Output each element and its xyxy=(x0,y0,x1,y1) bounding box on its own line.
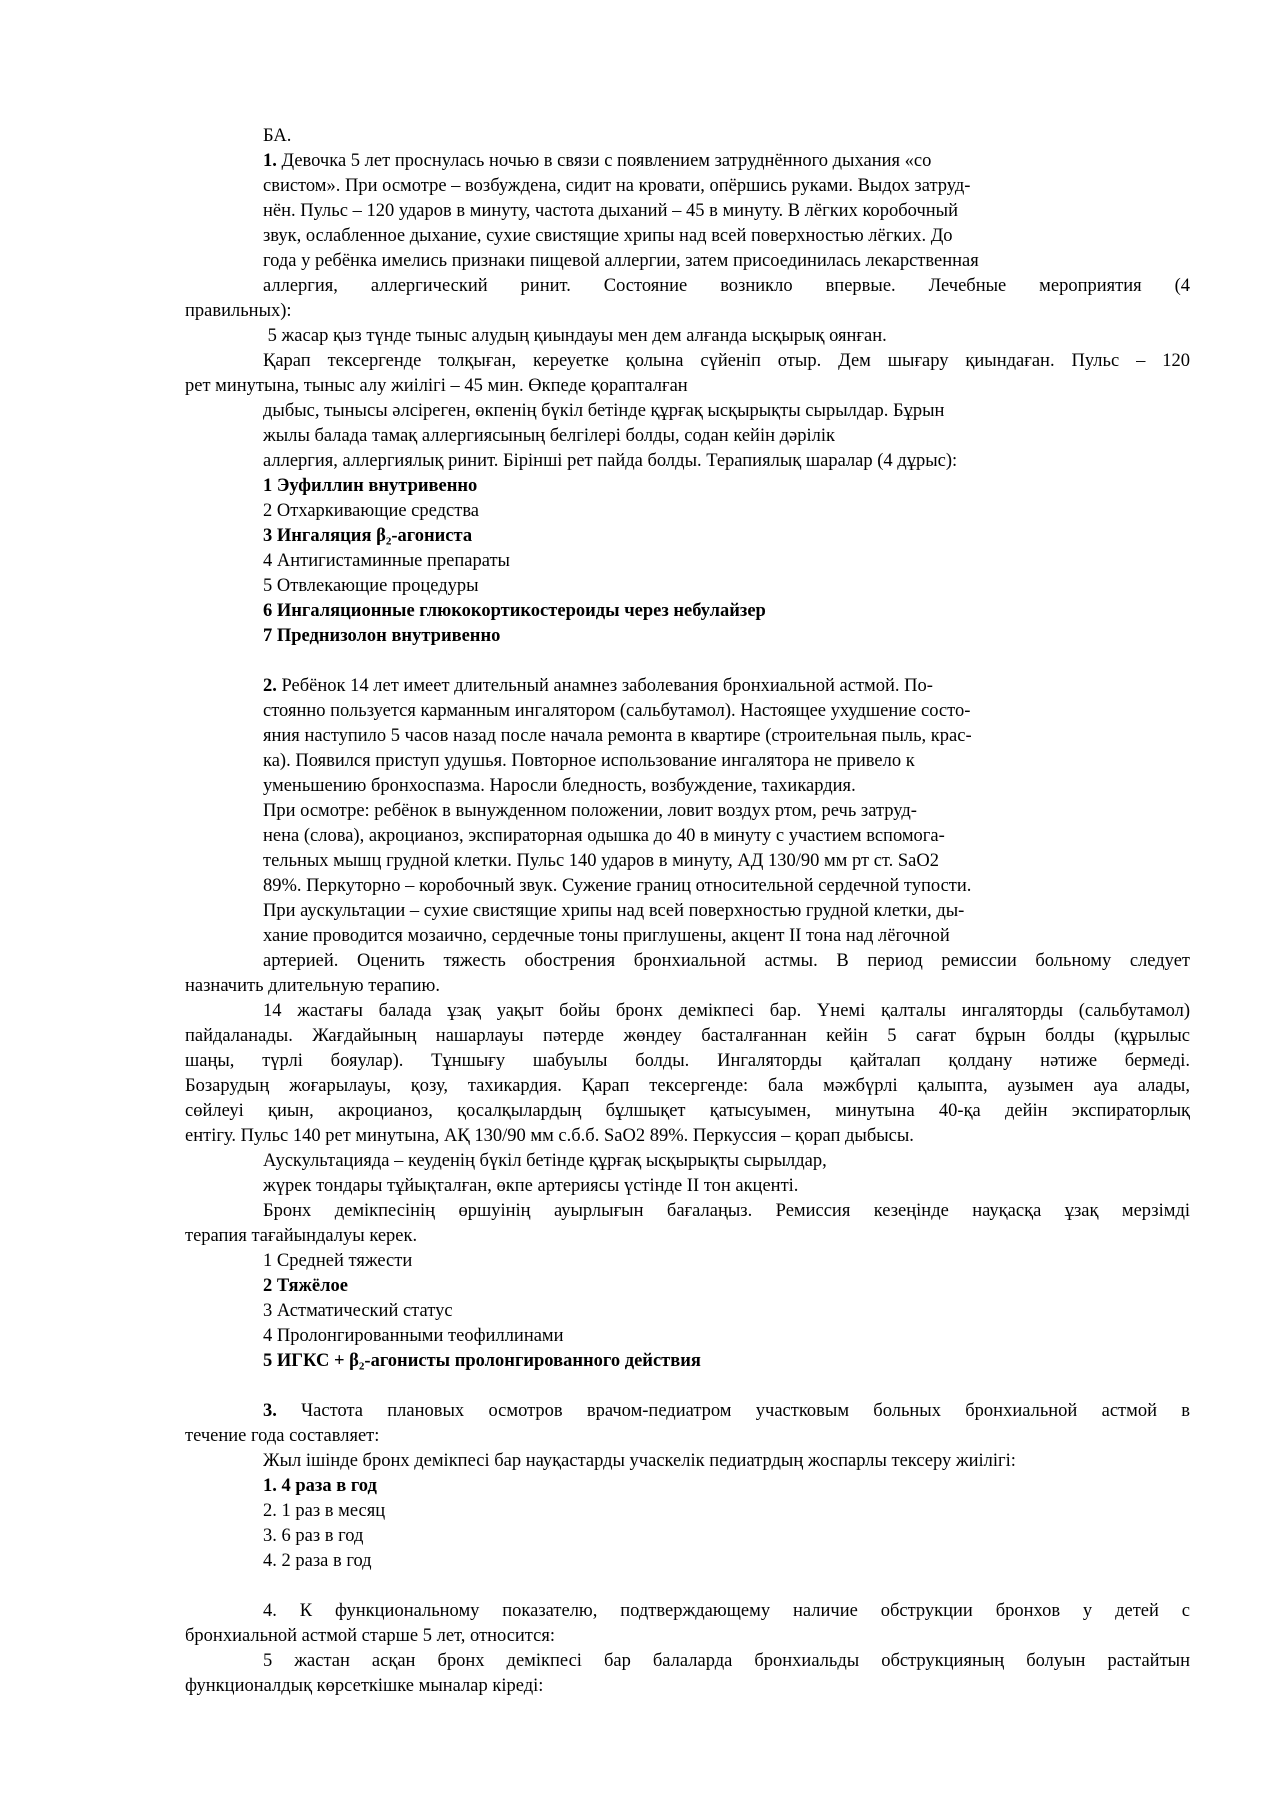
answer-option xyxy=(185,574,1190,599)
line-text: Частота плановых осмотров врачом-педиатром участковым больных бронхиальной астмой в xyxy=(276,1401,1190,1421)
text-line xyxy=(185,1124,1190,1149)
line-text: яния наступило 5 часов назад после начала ремонта в квартире (строительная пыль, крас- xyxy=(263,726,972,746)
line-text: 89%. Перкуторно – коробочный звук. Сужение границ относительной сердечной тупости. xyxy=(263,876,972,896)
text-line xyxy=(185,699,1190,724)
question-start-line xyxy=(185,674,1190,699)
text-line xyxy=(185,124,1190,149)
text-line xyxy=(185,449,1190,474)
line-text: течение года составляет: xyxy=(185,1426,380,1446)
text-line xyxy=(185,749,1190,774)
line-text: рет минутына, тыныс алу жиілігі – 45 мин. Өкпеде қорапталған xyxy=(185,376,688,396)
answer-option xyxy=(185,1499,1190,1524)
line-text: функционалдық көрсеткішке мыналар кіреді: xyxy=(185,1676,544,1696)
text-line xyxy=(185,949,1190,974)
text-line xyxy=(185,174,1190,199)
answer-option xyxy=(185,1524,1190,1549)
line-text: 4. 2 раза в год xyxy=(263,1551,372,1571)
text-line xyxy=(185,1074,1190,1099)
line-text: Бозарудың жоғарылауы, қозу, тахикардия. Қарап тексергенде: бала мәжбүрлі қалыпта, аузымен ауа алады, xyxy=(185,1076,1190,1096)
question-start-line xyxy=(185,149,1190,174)
line-text: 3 Астматический статус xyxy=(263,1301,453,1321)
text-line xyxy=(185,399,1190,424)
text-line xyxy=(185,924,1190,949)
answer-option xyxy=(185,524,1190,549)
line-text: года у ребёнка имелись признаки пищевой аллергии, затем присоединилась лекарственная xyxy=(263,251,979,271)
line-text: ентігу. Пульс 140 рет минутына, АҚ 130/90 мм с.б.б. SaO2 89%. Перкуссия – қорап дыбысы. xyxy=(185,1126,914,1146)
line-text: 7 Преднизолон внутривенно xyxy=(263,626,501,646)
line-text: стоянно пользуется карманным ингалятором (сальбутамол). Настоящее ухудшение состо- xyxy=(263,701,971,721)
question-number: 2. xyxy=(263,676,277,696)
answer-option xyxy=(185,549,1190,574)
text-line xyxy=(185,799,1190,824)
line-text: Жыл ішінде бронх демікпесі бар науқастарды учаскелік педиатрдың жоспарлы тексеру жиілігі: xyxy=(263,1451,1016,1471)
text-line xyxy=(185,374,1190,399)
answer-option xyxy=(185,1274,1190,1299)
line-text: БА. xyxy=(263,126,292,146)
line-text: 1. 4 раза в год xyxy=(263,1476,377,1496)
text-line xyxy=(185,974,1190,999)
text-line xyxy=(185,274,1190,299)
line-text: 5 жасар қыз түнде тыныс алудың қиындауы мен дем алғанда ысқырық оянған. xyxy=(263,326,887,346)
line-text: свистом». При осмотре – возбуждена, сидит на кровати, опёршись руками. Выдох затруд- xyxy=(263,176,971,196)
blank-line xyxy=(185,1374,1190,1399)
answer-option xyxy=(185,1349,1190,1374)
line-text: дыбыс, тынысы әлсіреген, өкпенің бүкіл бетінде құрғақ ысқырықты сырылдар. Бұрын xyxy=(263,401,945,421)
blank-line xyxy=(185,1574,1190,1599)
text-line xyxy=(185,1049,1190,1074)
line-text: шаңы, түрлі бояулар). Тұншығу шабуылы болды. Ингаляторды қайталап қолдану нәтиже бермеді. xyxy=(185,1051,1190,1071)
text-line xyxy=(185,1099,1190,1124)
line-text: При аускультации – сухие свистящие хрипы над всей поверхностью грудной клетки, ды- xyxy=(263,901,965,921)
line-text: терапия тағайындалуы керек. xyxy=(185,1226,418,1246)
text-line xyxy=(185,1599,1190,1624)
line-text: нён. Пульс – 120 ударов в минуту, частота дыханий – 45 в минуту. В лёгких коробочный xyxy=(263,201,958,221)
document-page xyxy=(185,124,1190,1699)
line-text: 14 жастағы балада ұзақ уақыт бойы бронх демікпесі бар. Үнемі қалталы ингаляторды (сальбутамол) xyxy=(263,1001,1190,1021)
question-number: 3. xyxy=(263,1401,277,1421)
line-text: тельных мышц грудной клетки. Пульс 140 ударов в минуту, АД 130/90 мм рт ст. SaO2 xyxy=(263,851,939,871)
text-line xyxy=(185,349,1190,374)
blank-line xyxy=(185,649,1190,674)
line-text: 3. 6 раз в год xyxy=(263,1526,364,1546)
answer-option xyxy=(185,474,1190,499)
line-text: жылы балада тамақ аллергиясының белгілері болды, содан кейін дәрілік xyxy=(263,426,835,446)
line-text: жүрек тондары тұйықталған, өкпе артериясы үстінде II тон акценті. xyxy=(263,1176,799,1196)
line-text: хание проводится мозаично, сердечные тоны приглушены, акцент II тона над лёгочной xyxy=(263,926,950,946)
text-line xyxy=(185,1224,1190,1249)
line-text: ка). Появился приступ удушья. Повторное использование ингалятора не привело к xyxy=(263,751,915,771)
text-line xyxy=(185,1674,1190,1699)
text-line xyxy=(185,824,1190,849)
answer-option xyxy=(185,499,1190,524)
line-text: 4 Пролонгированными теофиллинами xyxy=(263,1326,564,1346)
line-text: назначить длительную терапию. xyxy=(185,976,441,996)
line-text: Бронх демікпесінің өршуінің ауырлығын бағалаңыз. Ремиссия кезеңінде науқасқа ұзақ мерзімді xyxy=(263,1201,1190,1221)
text-line xyxy=(185,1424,1190,1449)
text-line xyxy=(185,1649,1190,1674)
line-text: Ребёнок 14 лет имеет длительный анамнез заболевания бронхиальной астмой. По- xyxy=(276,676,933,696)
line-text: 4 Антигистаминные препараты xyxy=(263,551,510,571)
question-start-line xyxy=(185,1399,1190,1424)
line-text: 5 жастан асқан бронх демікпесі бар балаларда бронхиальды обструкцияның болуын растайтын xyxy=(263,1651,1190,1671)
text-line xyxy=(185,999,1190,1024)
line-text: Девочка 5 лет проснулась ночью в связи с появлением затруднённого дыхания «со xyxy=(276,151,932,171)
line-text: звук, ослабленное дыхание, сухие свистящие хрипы над всей поверхностью лёгких. До xyxy=(263,226,953,246)
text-line xyxy=(185,849,1190,874)
line-text: 2 Тяжёлое xyxy=(263,1276,348,1296)
text-line xyxy=(185,899,1190,924)
line-text: 5 ИГКС + β₂-агонисты пролонгированного действия xyxy=(263,1351,701,1371)
text-line xyxy=(185,1149,1190,1174)
text-line xyxy=(185,424,1190,449)
text-line xyxy=(185,199,1190,224)
answer-option xyxy=(185,1549,1190,1574)
answer-option xyxy=(185,1324,1190,1349)
line-text: нена (слова), акроцианоз, экспираторная одышка до 40 в минуту с участием вспомога- xyxy=(263,826,945,846)
answer-option xyxy=(185,1474,1190,1499)
line-text: 2. 1 раз в месяц xyxy=(263,1501,386,1521)
line-text: При осмотре: ребёнок в вынужденном положении, ловит воздух ртом, речь затруд- xyxy=(263,801,917,821)
text-line xyxy=(185,249,1190,274)
text-line xyxy=(185,1024,1190,1049)
text-line xyxy=(185,1449,1190,1474)
line-text: 2 Отхаркивающие средства xyxy=(263,501,480,521)
text-line xyxy=(185,774,1190,799)
line-text: правильных): xyxy=(185,301,292,321)
line-text: сөйлеуі қиын, акроцианоз, қосалқылардың бұлшықет қатысуымен, минутына 40-қа дейін экспираторлық xyxy=(185,1101,1190,1121)
text-line xyxy=(185,299,1190,324)
line-text: пайдаланады. Жағдайының нашарлауы пәтерде жөндеу басталғаннан кейін 5 сағат бұрын болды (құрылыс xyxy=(185,1026,1190,1046)
text-line xyxy=(185,724,1190,749)
line-text: 1 Эуфиллин внутривенно xyxy=(263,476,478,496)
line-text: 5 Отвлекающие процедуры xyxy=(263,576,479,596)
line-text: 4. К функциональному показателю, подтверждающему наличие обструкции бронхов у детей с xyxy=(263,1601,1190,1621)
answer-option xyxy=(185,1249,1190,1274)
text-line xyxy=(185,1174,1190,1199)
line-text: уменьшению бронхоспазма. Наросли бледность, возбуждение, тахикардия. xyxy=(263,776,856,796)
answer-option xyxy=(185,624,1190,649)
text-line xyxy=(185,874,1190,899)
line-text: аллергия, аллергиялық ринит. Бірінші рет пайда болды. Терапиялық шаралар (4 дұрыс): xyxy=(263,451,958,471)
line-text: бронхиальной астмой старше 5 лет, относится: xyxy=(185,1626,555,1646)
line-text: Қарап тексергенде толқыған, кереуетке қолына сүйеніп отыр. Дем шығару қиындаған. Пульс – 120 xyxy=(263,351,1190,371)
line-text: 6 Ингаляционные глюкокортикостероиды через небулайзер xyxy=(263,601,766,621)
line-text: 1 Средней тяжести xyxy=(263,1251,413,1271)
line-text: артерией. Оценить тяжесть обострения бронхиальной астмы. В период ремиссии больному следует xyxy=(263,951,1190,971)
answer-option xyxy=(185,599,1190,624)
text-line xyxy=(185,324,1190,349)
text-line xyxy=(185,1199,1190,1224)
line-text: аллергия, аллергический ринит. Состояние возникло впервые. Лечебные мероприятия (4 xyxy=(263,276,1190,296)
question-number: 1. xyxy=(263,151,277,171)
text-line xyxy=(185,1624,1190,1649)
line-text: Аускультацияда – кеуденің бүкіл бетінде құрғақ ысқырықты сырылдар, xyxy=(263,1151,827,1171)
line-text: 3 Ингаляция β₂-агониста xyxy=(263,526,473,546)
answer-option xyxy=(185,1299,1190,1324)
text-line xyxy=(185,224,1190,249)
